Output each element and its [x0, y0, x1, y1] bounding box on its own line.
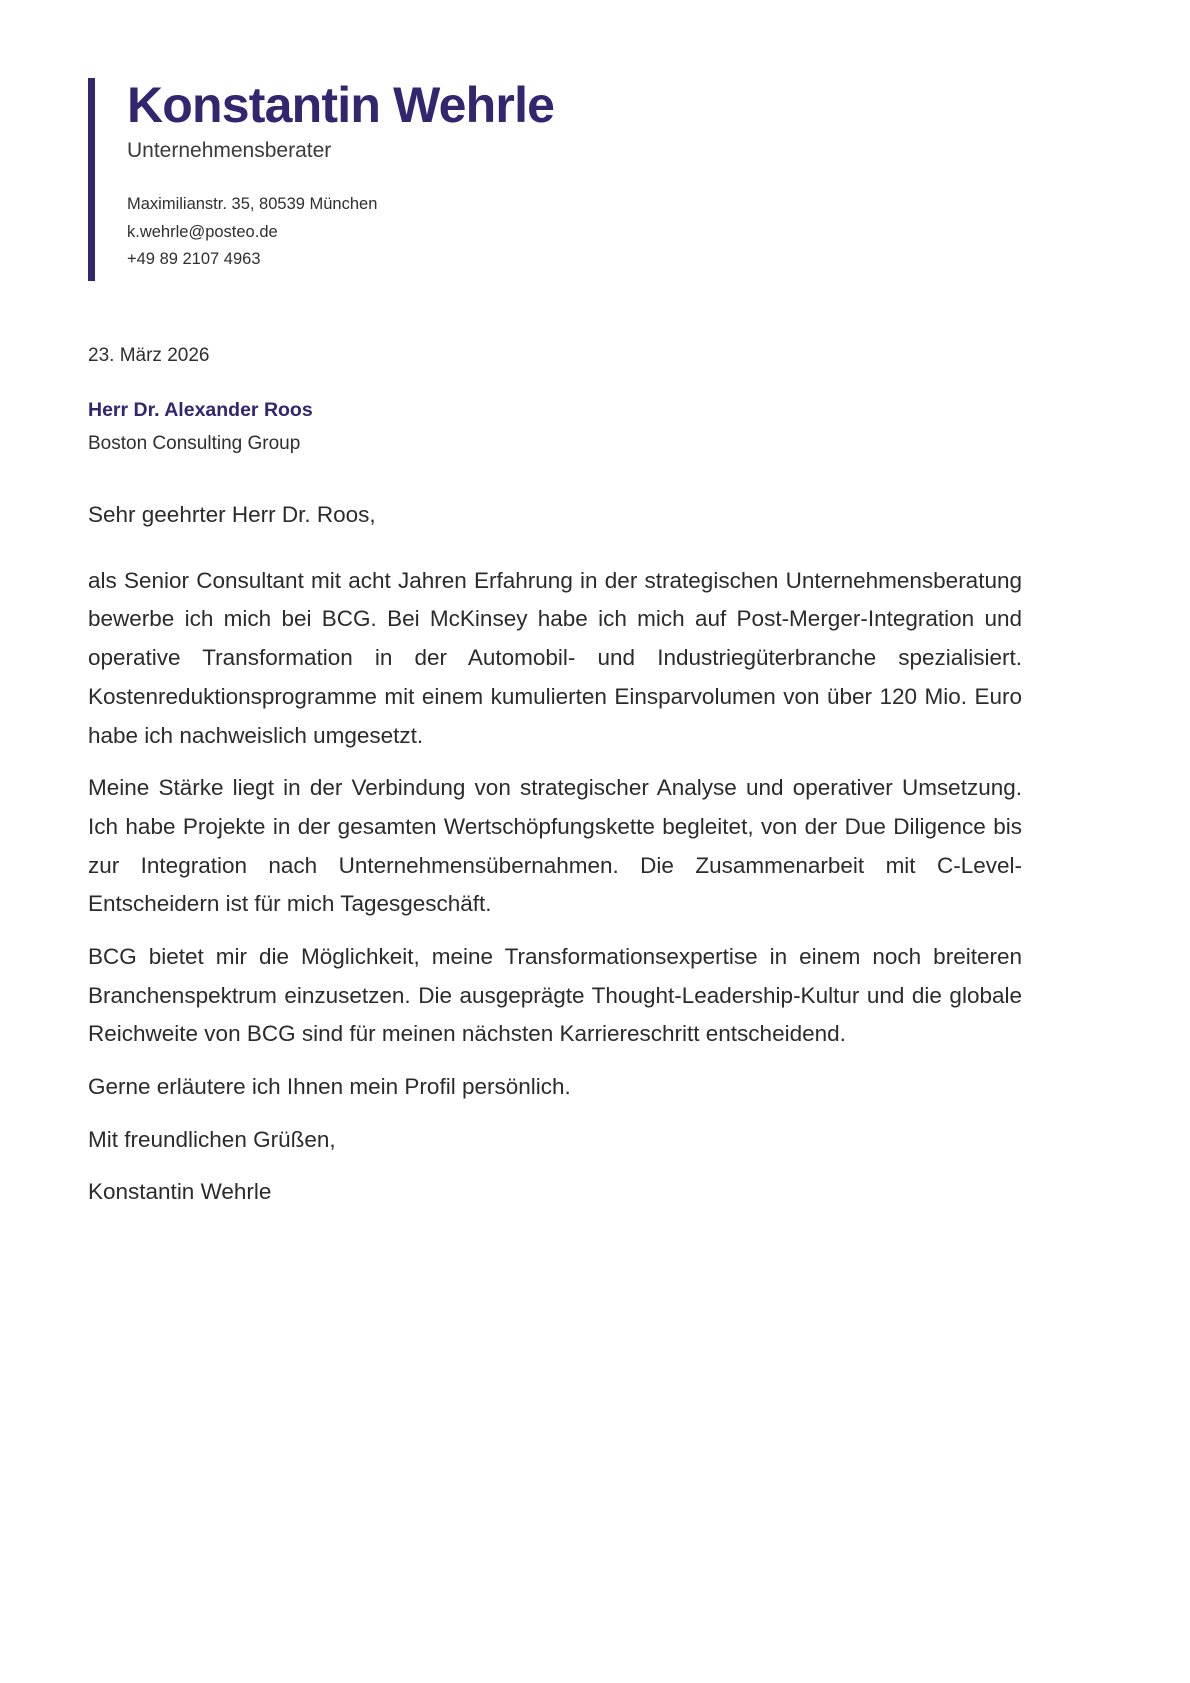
- sender-phone: +49 89 2107 4963: [127, 250, 261, 269]
- sender-role: Unternehmensberater: [127, 139, 332, 162]
- body-paragraph-2: Meine Stärke liegt in der Verbindung von strategischer Analyse und operativer Umsetzung. Ich habe Projekte in der gesamten Wertschöpfungskette begleitet, von der Due Diligence bis zur Integration nach Unternehmensübernahmen. Die Zusammenarbeit mit C-Level-Entscheidern ist für mich Tagesgeschäft.: [88, 775, 1022, 917]
- recipient-company: Boston Consulting Group: [88, 433, 301, 455]
- accent-bar: [88, 78, 95, 281]
- recipient-block: [88, 396, 788, 458]
- signature-name: Konstantin Wehrle: [88, 1179, 272, 1205]
- sender-email: k.wehrle@posteo.de: [127, 222, 278, 241]
- sender-contact-block: [127, 191, 1048, 273]
- recipient-name: Herr Dr. Alexander Roos: [88, 399, 313, 421]
- letterhead: [88, 78, 1048, 273]
- salutation: Sehr geehrter Herr Dr. Roos,: [88, 502, 376, 527]
- sender-name: Konstantin Wehrle: [127, 77, 555, 133]
- sender-address: Maximilianstr. 35, 80539 München: [127, 195, 378, 214]
- closing-greeting: Mit freundlichen Grüßen,: [88, 1126, 336, 1152]
- call-to-action: Gerne erläutere ich Ihnen mein Profil persönlich.: [88, 1074, 571, 1099]
- body-paragraph-3: BCG bietet mir die Möglichkeit, meine Transformationsexpertise in einem noch breiteren Branchenspektrum einzusetzen. Die ausgeprägte Thought-Leadership-Kultur und die globale Reichweite von BCG sind für meinen nächsten Karriereschritt entscheidend.: [88, 943, 1022, 1047]
- letter-body: [88, 498, 1022, 1212]
- letter-date: 23. März 2026: [88, 345, 210, 366]
- body-paragraph-1: als Senior Consultant mit acht Jahren Erfahrung in der strategischen Unternehmensberatung bewerbe ich mich bei BCG. Bei McKinsey habe ich mich auf Post-Merger-Integration und operative Transformation in der Automobil- und Industriegüterbranche spezialisiert. Kostenreduktionsprogramme mit einem kumulierten Einsparvolumen von über 120 Mio. Euro habe ich nachweislich umgesetzt.: [88, 567, 1022, 748]
